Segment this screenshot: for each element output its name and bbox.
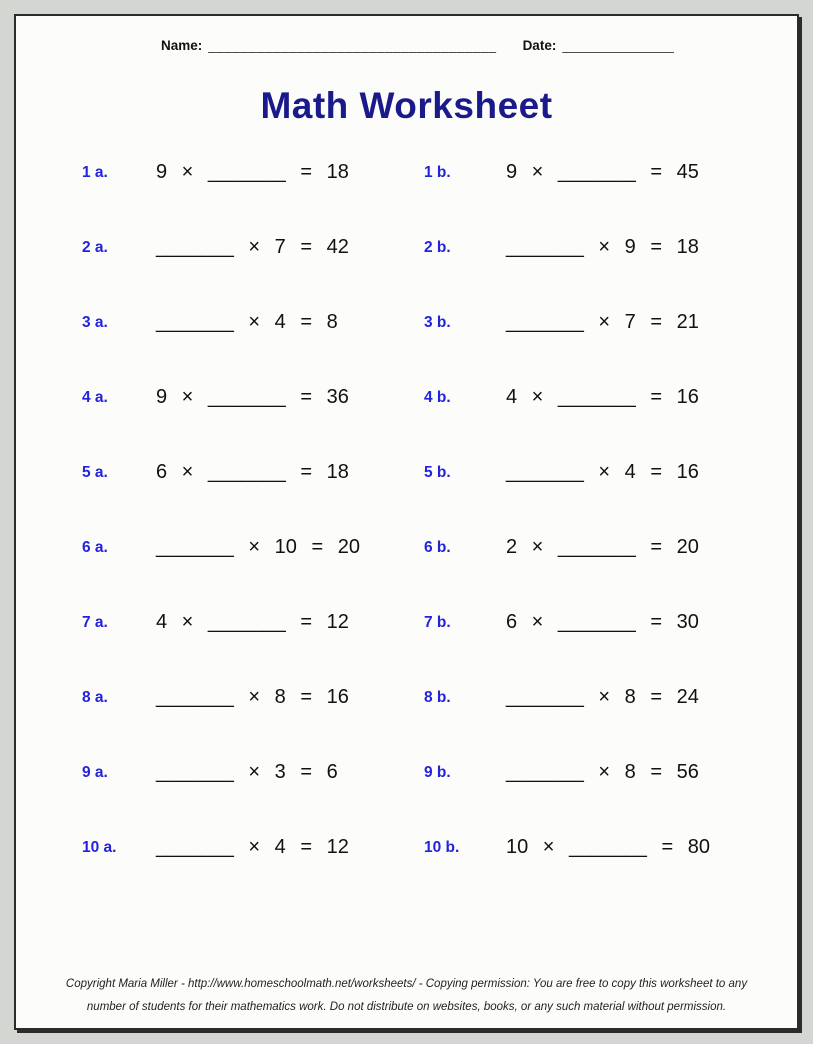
- problem-row-9: [16, 735, 797, 810]
- problem-expression-7b: 6 × _______ = 30: [506, 611, 699, 633]
- worksheet-page: [14, 14, 799, 1030]
- problem-expression-6a: _______ × 10 = 20: [156, 536, 360, 558]
- problem-expression-9b: _______ × 8 = 56: [506, 761, 699, 783]
- problem-label-10a: 10 a.: [82, 838, 117, 856]
- problem-label-3b: 3 b.: [424, 313, 451, 331]
- problem-expression-1a: 9 × _______ = 18: [156, 161, 349, 183]
- problem-expression-3b: _______ × 7 = 21: [506, 311, 699, 333]
- date-label: Date:: [522, 38, 557, 53]
- problem-label-6a: 6 a.: [82, 538, 108, 556]
- problem-expression-5a: 6 × _______ = 18: [156, 461, 349, 483]
- problem-expression-5b: _______ × 4 = 16: [506, 461, 699, 483]
- problem-label-2b: 2 b.: [424, 238, 451, 256]
- problem-label-10b: 10 b.: [424, 838, 460, 856]
- problem-row-5: [16, 435, 797, 510]
- problem-row-4: [16, 360, 797, 435]
- problem-expression-4a: 9 × _______ = 36: [156, 386, 349, 408]
- problem-label-2a: 2 a.: [82, 238, 108, 256]
- problem-row-3: [16, 285, 797, 360]
- problem-expression-1b: 9 × _______ = 45: [506, 161, 699, 183]
- problem-row-6: [16, 510, 797, 585]
- problem-label-1a: 1 a.: [82, 163, 108, 181]
- problem-label-9a: 9 a.: [82, 763, 108, 781]
- problem-row-8: [16, 660, 797, 735]
- problem-row-10: [16, 810, 797, 885]
- problem-label-5a: 5 a.: [82, 463, 108, 481]
- name-date-row: [16, 16, 797, 53]
- problem-row-1: [16, 135, 797, 210]
- problem-expression-4b: 4 × _______ = 16: [506, 386, 699, 408]
- copyright-footer: [16, 973, 797, 1018]
- problem-expression-9a: _______ × 3 = 6: [156, 761, 338, 783]
- problem-label-8b: 8 b.: [424, 688, 451, 706]
- problem-row-2: [16, 210, 797, 285]
- problem-expression-7a: 4 × _______ = 12: [156, 611, 349, 633]
- problems-grid: [16, 135, 797, 885]
- problem-expression-8b: _______ × 8 = 24: [506, 686, 699, 708]
- problem-label-9b: 9 b.: [424, 763, 451, 781]
- problem-expression-10b: 10 × _______ = 80: [506, 836, 710, 858]
- problem-label-7b: 7 b.: [424, 613, 451, 631]
- problem-row-7: [16, 585, 797, 660]
- name-blank-line: ____________________________________: [208, 38, 497, 53]
- problem-label-4b: 4 b.: [424, 388, 451, 406]
- name-label: Name:: [161, 38, 203, 53]
- problem-expression-2a: _______ × 7 = 42: [156, 236, 349, 258]
- page-title: Math Worksheet: [260, 85, 553, 126]
- problem-label-3a: 3 a.: [82, 313, 108, 331]
- problem-expression-6b: 2 × _______ = 20: [506, 536, 699, 558]
- problem-label-1b: 1 b.: [424, 163, 451, 181]
- problem-label-5b: 5 b.: [424, 463, 451, 481]
- problem-expression-8a: _______ × 8 = 16: [156, 686, 349, 708]
- problem-expression-10a: _______ × 4 = 12: [156, 836, 349, 858]
- problem-label-4a: 4 a.: [82, 388, 108, 406]
- problem-expression-2b: _______ × 9 = 18: [506, 236, 699, 258]
- problem-label-7a: 7 a.: [82, 613, 108, 631]
- copyright-text: Copyright Maria Miller - http://www.homeschoolmath.net/worksheets/ - Copying permission: You are free to copy this worksheet to any number of students for their mathematics work. Do not distribute on websites, books, or any such material without permission.: [65, 978, 748, 1013]
- problem-expression-3a: _______ × 4 = 8: [156, 311, 338, 333]
- problem-label-6b: 6 b.: [424, 538, 451, 556]
- problem-label-8a: 8 a.: [82, 688, 108, 706]
- date-blank-line: ______________: [562, 38, 675, 53]
